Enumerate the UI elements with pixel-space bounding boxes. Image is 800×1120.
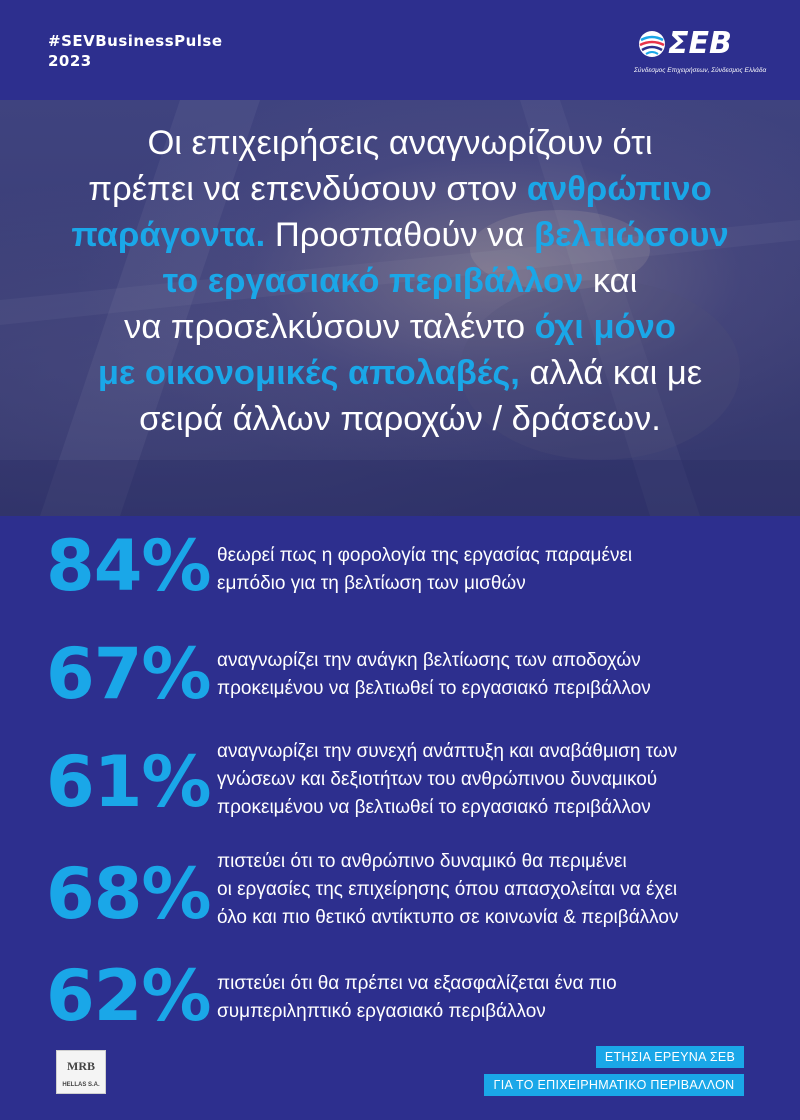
stat-description [217, 542, 787, 598]
hero-text-segment: αλλά και με [519, 354, 703, 392]
stat-description-line: εμπόδιο για τη βελτίωση των μισθών [217, 573, 526, 594]
hero-text-segment: πρέπει να επενδύσουν στον [88, 170, 527, 208]
hero-line [30, 396, 770, 442]
mrb-logo-text: MRB [67, 1059, 95, 1073]
hero-highlight: ανθρώπινο [526, 170, 712, 208]
hero-text-segment: σειρά άλλων παροχών / δράσεων. [139, 400, 661, 438]
hero-line [30, 304, 770, 350]
stat-description-line: αναγνωρίζει την ανάγκη βελτίωσης των αποδοχών [217, 650, 641, 671]
hero-line [30, 350, 770, 396]
stat-description-line: συμπεριληπτικό εργασιακό περιβάλλον [217, 1001, 546, 1022]
stat-description-line: όλο και πιο θετικό αντίκτυπο σε κοινωνία & περιβάλλον [217, 907, 679, 928]
stat-percent: 67% [46, 633, 211, 715]
stat-description-line: προκειμένου να βελτιωθεί το εργασιακό περιβάλλον [217, 678, 651, 699]
hero-highlight: με οικονομικές απολαβές, [97, 354, 520, 392]
stat-percent: 84% [46, 525, 211, 607]
globe-icon [638, 30, 666, 58]
hero-line [30, 120, 770, 166]
hero-highlight: παράγοντα. [71, 216, 266, 254]
hero-line [30, 212, 770, 258]
stat-percent: 62% [46, 955, 211, 1037]
stat-description-line: γνώσεων και δεξιοτήτων του ανθρώπινου δυναμικού [217, 769, 658, 790]
stat-percent: 61% [46, 741, 211, 823]
hero-headline [30, 120, 770, 442]
mrb-logo [56, 1050, 106, 1094]
hero-highlight: το εργασιακό περιβάλλον [162, 262, 584, 300]
mrb-logo-subtext: HELLAS S.A. [62, 1082, 100, 1088]
stat-description [217, 647, 787, 703]
stat-description-line: οι εργασίες της επιχείρησης όπου απασχολείται να έχει [217, 879, 678, 900]
sev-logo [620, 24, 767, 84]
hashtag-text: #SEVBusinessPulse [48, 32, 223, 50]
hero-text-segment: Οι επιχειρήσεις αναγνωρίζουν ότι [147, 124, 653, 162]
stat-description-line: πιστεύει ότι το ανθρώπινο δυναμικό θα περιμένει [217, 851, 627, 872]
hashtag-label [48, 31, 223, 71]
hero-highlight: βελτιώσουν [533, 216, 729, 254]
stat-description-line: αναγνωρίζει την συνεχή ανάπτυξη και αναβάθμιση των [217, 741, 678, 762]
stat-description-line: προκειμένου να βελτιωθεί το εργασιακό περιβάλλον [217, 797, 651, 818]
hero-text-segment: να προσελκύσουν ταλέντο [124, 308, 535, 346]
survey-subtitle-badge: ΓΙΑ ΤΟ ΕΠΙΧΕΙΡΗΜΑΤΙΚΟ ΠΕΡΙΒΑΛΛΟΝ [484, 1074, 744, 1096]
hero-line [30, 166, 770, 212]
hero-highlight: όχι μόνο [534, 308, 676, 346]
survey-badge: ΕΤΗΣΙΑ ΕΡΕΥΝΑ ΣΕΒ [596, 1046, 744, 1068]
stat-description [217, 738, 787, 822]
logo-text: ΣΕΒ [668, 26, 732, 61]
stat-percent: 68% [46, 853, 211, 935]
stat-description [217, 848, 787, 932]
header [0, 0, 800, 100]
hero-line [30, 258, 770, 304]
stat-description-line: πιστεύει ότι θα πρέπει να εξασφαλίζεται ένα πιο [217, 973, 617, 994]
hero-text-segment: Προσπαθούν να [265, 216, 534, 254]
hero-banner [0, 100, 800, 516]
year-text: 2023 [48, 52, 92, 70]
logo-tagline: Σύνδεσμος Επιχειρήσεων, Σύνδεσμος Ελλάδα [634, 67, 767, 74]
stat-description-line: θεωρεί πως η φορολογία της εργασίας παραμένει [217, 545, 633, 566]
stat-description [217, 970, 787, 1026]
hero-text-segment: και [583, 262, 638, 300]
